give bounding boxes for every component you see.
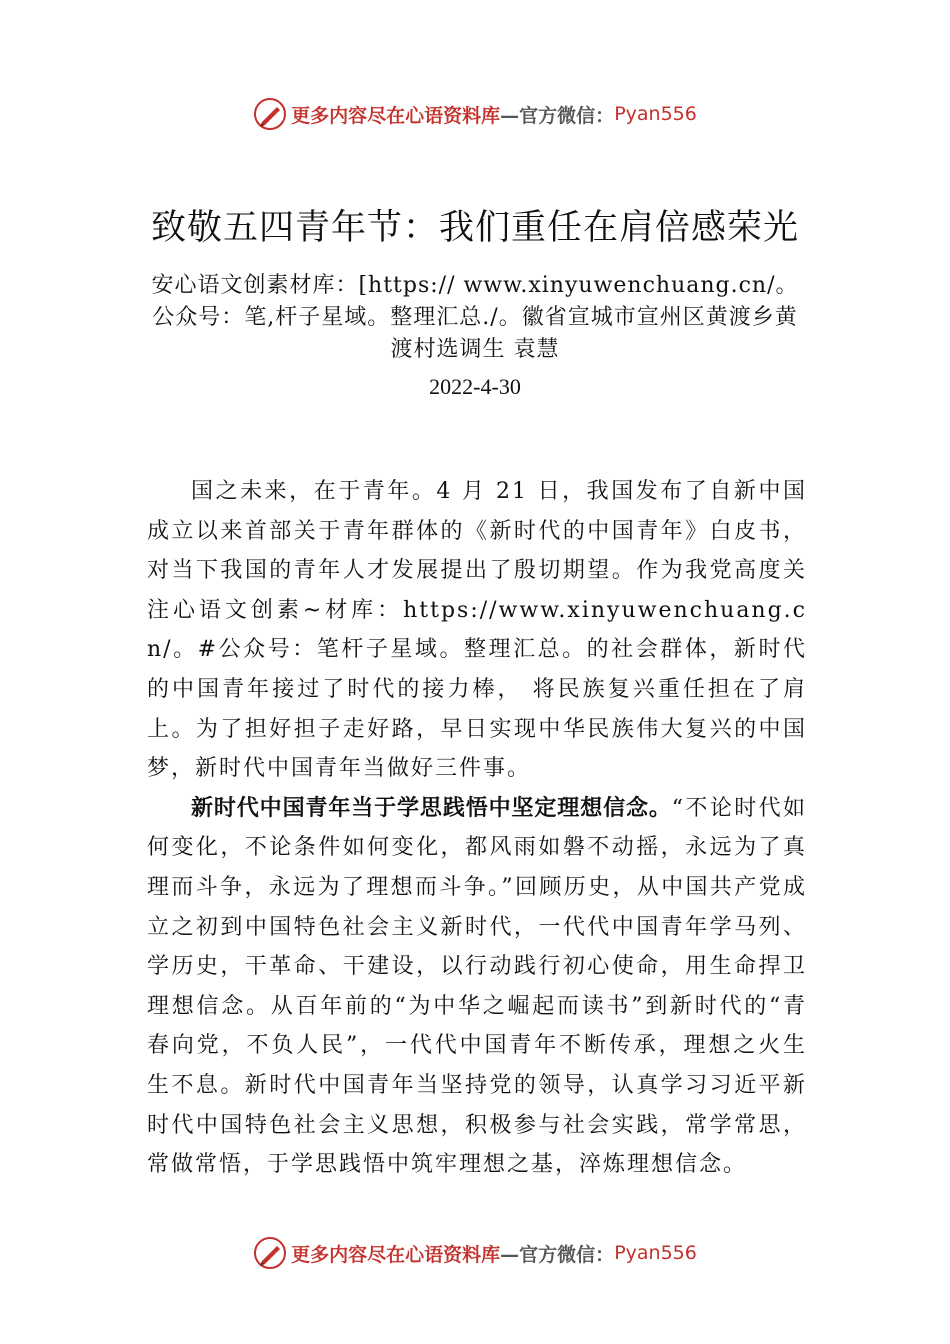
paragraph-lead: 新时代中国青年当于学思践悟中坚定理想信念。 [191, 795, 672, 821]
banner-main-text: 更多内容尽在心语资料库 [291, 1243, 501, 1266]
article-title: 致敬五四青年节：我们重任在肩倍感荣光 [150, 208, 799, 248]
pen-logo-icon [253, 1236, 287, 1270]
article-source-meta: 安心语文创素材库：[https:// www.xinyuwenchuang.cn/。公众号：笔,杆子星域。整理汇总./。徽省宣城市宣州区黄渡乡黄渡村选调生 袁慧 [151, 273, 799, 362]
paragraph-text: “不论时代如何变化，不论条件如何变化，都风雨如磐不动摇，永远为了真理而斗争，永远为了理想而斗争。”回顾历史，从中国共产党成立之初到中国特色社会主义新时代，一代代中国青年学马列、学历史，干革命、干建设，以行动践行初心使命，用生命捍卫理想信念。从百年前的“为中华之崛起而读书”到新时代的“青春向党，不负人民”，一代代中国青年不断传承，理想之火生生不息。新时代中国青年当坚持党的领导，认真学习习近平新时代中国特色社会主义思想，积极参与社会实践，常学常思，常做常悟，于学思践悟中筑牢理想之基，淬炼理想信念。 [147, 795, 807, 1178]
banner-main-text: 更多内容尽在心语资料库 [291, 104, 501, 127]
paragraph [147, 789, 807, 1185]
banner-separator-text: —官方微信： [500, 104, 615, 127]
pen-logo-icon [253, 97, 287, 131]
banner-account-text: Pyan556 [614, 1242, 697, 1264]
banner-separator-text: —官方微信： [500, 1243, 615, 1266]
banner-account-text: Pyan556 [614, 103, 697, 125]
footer-banner [0, 1233, 950, 1273]
paragraph-text: 国之未来，在于青年。4 月 21 日，我国发布了自新中国成立以来首部关于青年群体的《新时代的中国青年》白皮书， 对当下我国的青年人才发展提出了殷切期望。作为我党高度关注心语文创素~材库：https://www.xinyuwenchuang.cn/。#公众号：笔杆子星域。整理汇总。的社会群体，新时代的中国青年接过了时代的接力棒， 将民族复兴重任担在了肩上。为了担好担子走好路，早日实现中华民族伟大复兴的中国梦，新时代中国青年当做好三件事。 [147, 479, 807, 782]
paragraph [147, 472, 807, 789]
header-banner [0, 94, 950, 134]
article-date: 2022-4-30 [429, 374, 521, 399]
article-body [147, 472, 807, 1185]
